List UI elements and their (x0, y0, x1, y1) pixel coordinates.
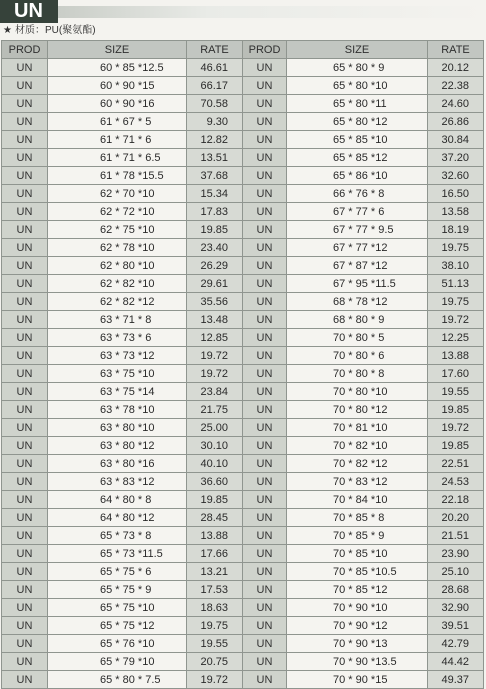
cell-prod: UN (243, 347, 287, 365)
cell-rate: 26.86 (428, 113, 484, 131)
cell-rate: 30.84 (428, 131, 484, 149)
cell-size: 62 * 78 *10 (48, 239, 187, 257)
cell-prod: UN (243, 635, 287, 653)
cell-rate: 19.85 (428, 401, 484, 419)
cell-prod: UN (243, 203, 287, 221)
header-bar (0, 0, 486, 23)
cell-size: 65 * 73 *11.5 (48, 545, 187, 563)
cell-prod: UN (243, 581, 287, 599)
cell-size: 65 * 73 * 8 (48, 527, 187, 545)
cell-rate: 22.38 (428, 77, 484, 95)
cell-size: 65 * 85 *10 (287, 131, 428, 149)
cell-prod: UN (2, 401, 48, 419)
cell-rate: 37.68 (187, 167, 243, 185)
table-row (2, 437, 484, 455)
cell-size: 68 * 80 * 9 (287, 311, 428, 329)
cell-size: 70 * 85 *10 (287, 545, 428, 563)
cell-prod: UN (2, 617, 48, 635)
material-label: 材质：PU(聚氨酯) (14, 25, 96, 36)
cell-size: 63 * 78 *10 (48, 401, 187, 419)
price-table (1, 40, 484, 689)
cell-rate: 13.88 (428, 347, 484, 365)
table-row (2, 581, 484, 599)
cell-rate: 23.84 (187, 383, 243, 401)
cell-rate: 46.61 (187, 59, 243, 77)
cell-prod: UN (2, 473, 48, 491)
cell-rate: 13.58 (428, 203, 484, 221)
table-row (2, 203, 484, 221)
cell-size: 61 * 78 *15.5 (48, 167, 187, 185)
cell-rate: 19.75 (187, 617, 243, 635)
cell-size: 65 * 76 *10 (48, 635, 187, 653)
cell-size: 70 * 85 *10.5 (287, 563, 428, 581)
cell-size: 65 * 75 *12 (48, 617, 187, 635)
cell-rate: 26.29 (187, 257, 243, 275)
table-row (2, 401, 484, 419)
cell-prod: UN (2, 221, 48, 239)
column-header-size: SIZE (48, 41, 187, 59)
cell-size: 65 * 80 *11 (287, 95, 428, 113)
cell-prod: UN (243, 329, 287, 347)
cell-prod: UN (2, 77, 48, 95)
cell-size: 67 * 77 * 9.5 (287, 221, 428, 239)
table-row (2, 455, 484, 473)
table-row (2, 131, 484, 149)
column-header-size: SIZE (287, 41, 428, 59)
cell-rate: 19.75 (428, 293, 484, 311)
cell-rate: 13.51 (187, 149, 243, 167)
cell-rate: 19.55 (187, 635, 243, 653)
cell-size: 70 * 82 *10 (287, 437, 428, 455)
table-row (2, 347, 484, 365)
cell-prod: UN (243, 653, 287, 671)
cell-size: 64 * 80 * 8 (48, 491, 187, 509)
cell-rate: 39.51 (428, 617, 484, 635)
table-row (2, 599, 484, 617)
cell-prod: UN (243, 59, 287, 77)
cell-rate: 19.72 (187, 671, 243, 689)
cell-rate: 20.20 (428, 509, 484, 527)
table-row (2, 293, 484, 311)
cell-rate: 40.10 (187, 455, 243, 473)
cell-prod: UN (243, 491, 287, 509)
table-row (2, 257, 484, 275)
cell-rate: 25.00 (187, 419, 243, 437)
table-row (2, 59, 484, 77)
cell-prod: UN (243, 167, 287, 185)
cell-size: 70 * 90 *13 (287, 635, 428, 653)
cell-size: 70 * 83 *12 (287, 473, 428, 491)
cell-prod: UN (2, 131, 48, 149)
cell-size: 60 * 85 *12.5 (48, 59, 187, 77)
cell-size: 61 * 71 * 6 (48, 131, 187, 149)
table-row (2, 653, 484, 671)
cell-prod: UN (2, 167, 48, 185)
cell-rate: 18.63 (187, 599, 243, 617)
cell-rate: 17.83 (187, 203, 243, 221)
cell-prod: UN (2, 455, 48, 473)
table-row (2, 473, 484, 491)
column-header-rate: RATE (187, 41, 243, 59)
table-row (2, 563, 484, 581)
cell-size: 65 * 75 * 9 (48, 581, 187, 599)
cell-size: 63 * 73 *12 (48, 347, 187, 365)
cell-rate: 12.85 (187, 329, 243, 347)
cell-size: 61 * 67 * 5 (48, 113, 187, 131)
cell-rate: 9.30 (187, 113, 243, 131)
cell-rate: 70.58 (187, 95, 243, 113)
cell-size: 60 * 90 *15 (48, 77, 187, 95)
cell-prod: UN (243, 437, 287, 455)
cell-rate: 19.55 (428, 383, 484, 401)
table-row (2, 329, 484, 347)
table-row (2, 311, 484, 329)
cell-prod: UN (243, 221, 287, 239)
page-title: UN (0, 0, 58, 23)
cell-rate: 49.37 (428, 671, 484, 689)
cell-prod: UN (243, 149, 287, 167)
cell-prod: UN (243, 185, 287, 203)
cell-rate: 19.85 (428, 437, 484, 455)
cell-rate: 23.90 (428, 545, 484, 563)
cell-size: 63 * 75 *10 (48, 365, 187, 383)
table-row (2, 365, 484, 383)
cell-prod: UN (2, 383, 48, 401)
cell-rate: 21.51 (428, 527, 484, 545)
cell-rate: 12.82 (187, 131, 243, 149)
cell-prod: UN (243, 527, 287, 545)
cell-prod: UN (2, 293, 48, 311)
table-row (2, 77, 484, 95)
cell-prod: UN (2, 95, 48, 113)
cell-size: 65 * 80 * 9 (287, 59, 428, 77)
cell-size: 70 * 80 * 5 (287, 329, 428, 347)
column-header-rate: RATE (428, 41, 484, 59)
cell-prod: UN (2, 311, 48, 329)
cell-size: 62 * 80 *10 (48, 257, 187, 275)
material-note (3, 24, 96, 38)
cell-rate: 20.75 (187, 653, 243, 671)
cell-size: 62 * 70 *10 (48, 185, 187, 203)
cell-prod: UN (2, 581, 48, 599)
cell-prod: UN (2, 59, 48, 77)
table-row (2, 185, 484, 203)
cell-size: 65 * 80 *12 (287, 113, 428, 131)
cell-size: 61 * 71 * 6.5 (48, 149, 187, 167)
cell-prod: UN (2, 347, 48, 365)
cell-prod: UN (243, 293, 287, 311)
cell-prod: UN (243, 455, 287, 473)
cell-prod: UN (2, 419, 48, 437)
cell-rate: 19.72 (187, 365, 243, 383)
cell-prod: UN (243, 95, 287, 113)
cell-prod: UN (243, 383, 287, 401)
cell-size: 65 * 80 * 7.5 (48, 671, 187, 689)
cell-prod: UN (2, 671, 48, 689)
cell-rate: 23.40 (187, 239, 243, 257)
cell-rate: 16.50 (428, 185, 484, 203)
cell-prod: UN (243, 473, 287, 491)
cell-rate: 17.66 (187, 545, 243, 563)
cell-rate: 19.72 (428, 311, 484, 329)
header-strip (58, 6, 486, 18)
cell-rate: 29.61 (187, 275, 243, 293)
cell-prod: UN (2, 563, 48, 581)
cell-rate: 22.18 (428, 491, 484, 509)
table-row (2, 617, 484, 635)
cell-size: 70 * 80 * 8 (287, 365, 428, 383)
cell-rate: 28.68 (428, 581, 484, 599)
cell-prod: UN (243, 509, 287, 527)
cell-prod: UN (2, 527, 48, 545)
cell-rate: 24.53 (428, 473, 484, 491)
cell-size: 63 * 75 *14 (48, 383, 187, 401)
cell-prod: UN (2, 545, 48, 563)
cell-rate: 17.53 (187, 581, 243, 599)
cell-prod: UN (243, 671, 287, 689)
cell-rate: 51.13 (428, 275, 484, 293)
cell-size: 70 * 84 *10 (287, 491, 428, 509)
table-row (2, 545, 484, 563)
cell-rate: 25.10 (428, 563, 484, 581)
cell-prod: UN (243, 419, 287, 437)
cell-rate: 19.85 (187, 221, 243, 239)
cell-rate: 13.21 (187, 563, 243, 581)
cell-rate: 30.10 (187, 437, 243, 455)
cell-rate: 22.51 (428, 455, 484, 473)
table-row (2, 221, 484, 239)
cell-size: 62 * 75 *10 (48, 221, 187, 239)
cell-size: 70 * 82 *12 (287, 455, 428, 473)
cell-prod: UN (2, 239, 48, 257)
cell-rate: 17.60 (428, 365, 484, 383)
cell-size: 65 * 79 *10 (48, 653, 187, 671)
table-header-row (2, 41, 484, 59)
cell-size: 65 * 85 *12 (287, 149, 428, 167)
column-header-prod: PROD (2, 41, 48, 59)
cell-size: 63 * 83 *12 (48, 473, 187, 491)
cell-size: 63 * 80 *16 (48, 455, 187, 473)
cell-size: 67 * 77 *12 (287, 239, 428, 257)
cell-rate: 19.75 (428, 239, 484, 257)
cell-size: 67 * 77 * 6 (287, 203, 428, 221)
cell-size: 70 * 85 * 9 (287, 527, 428, 545)
cell-rate: 32.90 (428, 599, 484, 617)
cell-prod: UN (243, 401, 287, 419)
cell-prod: UN (243, 239, 287, 257)
table-row (2, 149, 484, 167)
star-icon: ★ (3, 25, 12, 36)
cell-prod: UN (2, 437, 48, 455)
cell-size: 62 * 72 *10 (48, 203, 187, 221)
table-row (2, 383, 484, 401)
cell-prod: UN (2, 365, 48, 383)
cell-prod: UN (2, 185, 48, 203)
table-body (2, 59, 484, 689)
cell-prod: UN (243, 617, 287, 635)
cell-rate: 18.19 (428, 221, 484, 239)
cell-size: 65 * 75 * 6 (48, 563, 187, 581)
cell-rate: 38.10 (428, 257, 484, 275)
cell-rate: 21.75 (187, 401, 243, 419)
cell-size: 63 * 80 *12 (48, 437, 187, 455)
cell-rate: 32.60 (428, 167, 484, 185)
table-row (2, 419, 484, 437)
cell-rate: 66.17 (187, 77, 243, 95)
cell-prod: UN (2, 509, 48, 527)
cell-prod: UN (243, 275, 287, 293)
cell-rate: 37.20 (428, 149, 484, 167)
cell-size: 70 * 90 *13.5 (287, 653, 428, 671)
cell-prod: UN (2, 329, 48, 347)
cell-size: 62 * 82 *12 (48, 293, 187, 311)
cell-rate: 42.79 (428, 635, 484, 653)
cell-prod: UN (2, 491, 48, 509)
cell-rate: 35.56 (187, 293, 243, 311)
cell-prod: UN (2, 599, 48, 617)
cell-prod: UN (243, 599, 287, 617)
cell-size: 70 * 85 *12 (287, 581, 428, 599)
cell-prod: UN (2, 653, 48, 671)
cell-size: 62 * 82 *10 (48, 275, 187, 293)
cell-prod: UN (243, 563, 287, 581)
cell-rate: 15.34 (187, 185, 243, 203)
column-header-prod: PROD (243, 41, 287, 59)
cell-prod: UN (243, 365, 287, 383)
cell-size: 63 * 71 * 8 (48, 311, 187, 329)
cell-prod: UN (2, 257, 48, 275)
cell-size: 70 * 80 *12 (287, 401, 428, 419)
cell-prod: UN (2, 635, 48, 653)
cell-prod: UN (243, 257, 287, 275)
cell-prod: UN (243, 113, 287, 131)
cell-size: 70 * 90 *10 (287, 599, 428, 617)
table-row (2, 635, 484, 653)
cell-size: 70 * 85 * 8 (287, 509, 428, 527)
table-row (2, 239, 484, 257)
cell-rate: 19.72 (187, 347, 243, 365)
cell-rate: 24.60 (428, 95, 484, 113)
cell-prod: UN (2, 203, 48, 221)
cell-prod: UN (243, 311, 287, 329)
cell-size: 70 * 80 * 6 (287, 347, 428, 365)
cell-prod: UN (2, 113, 48, 131)
cell-size: 63 * 80 *10 (48, 419, 187, 437)
cell-rate: 12.25 (428, 329, 484, 347)
cell-rate: 19.85 (187, 491, 243, 509)
table-row (2, 509, 484, 527)
cell-size: 68 * 78 *12 (287, 293, 428, 311)
table-row (2, 113, 484, 131)
cell-prod: UN (2, 149, 48, 167)
cell-size: 70 * 90 *15 (287, 671, 428, 689)
cell-size: 64 * 80 *12 (48, 509, 187, 527)
cell-size: 63 * 73 * 6 (48, 329, 187, 347)
cell-size: 67 * 87 *12 (287, 257, 428, 275)
cell-size: 70 * 90 *12 (287, 617, 428, 635)
table-row (2, 527, 484, 545)
cell-prod: UN (243, 77, 287, 95)
cell-size: 70 * 80 *10 (287, 383, 428, 401)
cell-rate: 20.12 (428, 59, 484, 77)
cell-size: 67 * 95 *11.5 (287, 275, 428, 293)
table-row (2, 491, 484, 509)
cell-rate: 19.72 (428, 419, 484, 437)
cell-size: 60 * 90 *16 (48, 95, 187, 113)
cell-size: 65 * 86 *10 (287, 167, 428, 185)
cell-rate: 44.42 (428, 653, 484, 671)
table-row (2, 275, 484, 293)
cell-size: 66 * 76 * 8 (287, 185, 428, 203)
table-row (2, 95, 484, 113)
table-row (2, 167, 484, 185)
cell-rate: 13.48 (187, 311, 243, 329)
cell-rate: 13.88 (187, 527, 243, 545)
cell-prod: UN (243, 131, 287, 149)
cell-size: 70 * 81 *10 (287, 419, 428, 437)
cell-size: 65 * 80 *10 (287, 77, 428, 95)
cell-rate: 36.60 (187, 473, 243, 491)
cell-rate: 28.45 (187, 509, 243, 527)
cell-size: 65 * 75 *10 (48, 599, 187, 617)
cell-prod: UN (2, 275, 48, 293)
cell-prod: UN (243, 545, 287, 563)
